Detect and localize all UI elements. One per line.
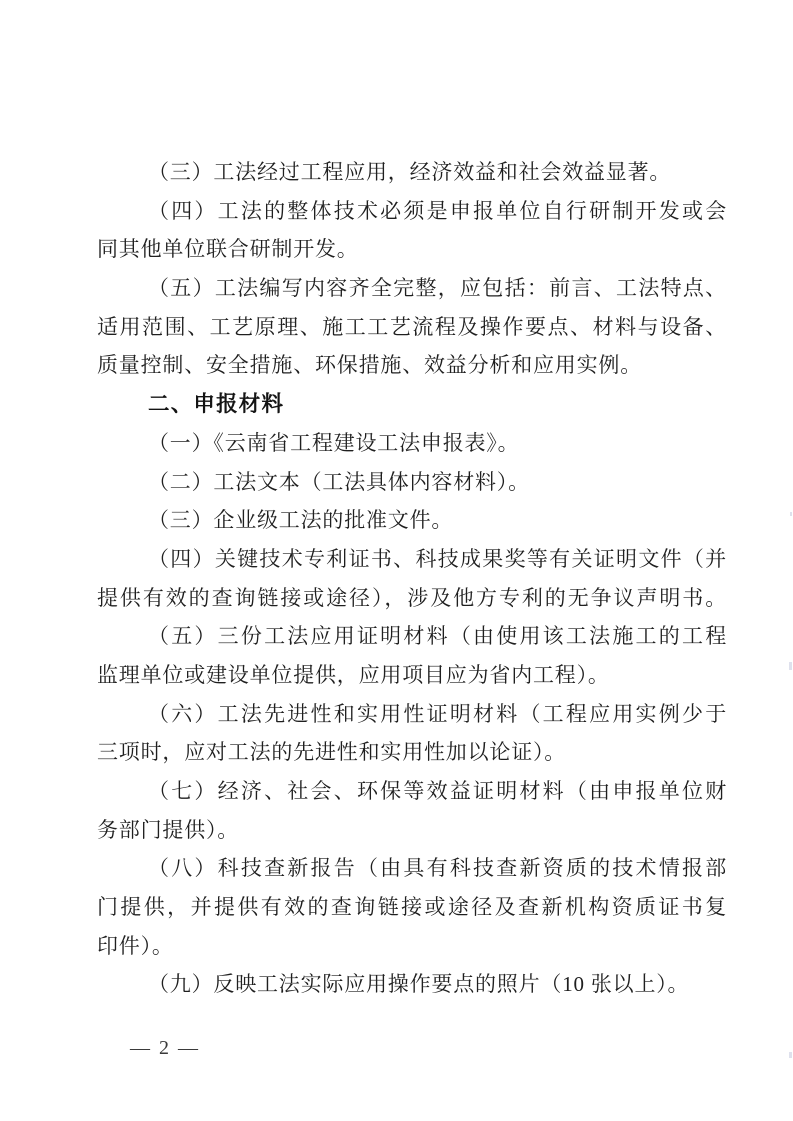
text-line: 印件）。 <box>97 933 174 958</box>
text-line: （三）企业级工法的批准文件。 <box>148 508 454 533</box>
text-line: 同其他单位联合研制开发。 <box>97 237 359 262</box>
text-line: （八）科技查新报告（由具有科技查新资质的技术情报部 <box>148 856 727 881</box>
text-line: （六）工法先进性和实用性证明材料（工程应用实例少于 <box>148 701 727 726</box>
text-line: （五）工法编写内容齐全完整，应包括：前言、工法特点、 <box>148 276 727 301</box>
scan-artifact <box>790 512 792 516</box>
scan-artifact <box>789 1052 792 1058</box>
text-line: 质量控制、安全措施、环保措施、效益分析和应用实例。 <box>97 353 642 378</box>
text-line: 三项时，应对工法的先进性和实用性加以论证）。 <box>97 740 567 765</box>
section-heading: 二、申报材料 <box>148 392 285 417</box>
text-line: 监理单位或建设单位提供，应用项目应为省内工程）。 <box>97 662 610 687</box>
page-number: — 2 — <box>130 1037 200 1059</box>
text-line: （三）工法经过工程应用，经济效益和社会效益显著。 <box>148 160 672 184</box>
text-line: （四）关键技术专利证书、科技成果奖等有关证明文件（并 <box>148 546 727 571</box>
text-line: （五）三份工法应用证明材料（由使用该工法施工的工程 <box>148 624 727 649</box>
text-line: （一）《云南省工程建设工法申报表》。 <box>148 430 520 455</box>
text-line: （九）反映工法实际应用操作要点的照片（10 张以上）。 <box>148 972 690 997</box>
text-line: （四）工法的整体技术必须是申报单位自行研制开发或会 <box>148 198 727 223</box>
text-line: 门提供，并提供有效的查询链接或途径及查新机构资质证书复 <box>97 895 727 920</box>
text-line: （二）工法文本（工法具体内容材料）。 <box>148 469 530 494</box>
text-line: 适用范围、工艺原理、施工工艺流程及操作要点、材料与设备、 <box>97 314 727 339</box>
text-line: （七）经济、社会、环保等效益证明材料（由申报单位财 <box>148 779 727 803</box>
scan-artifact <box>789 662 792 670</box>
document-body-text <box>97 153 727 1004</box>
text-line: 务部门提供）。 <box>97 817 240 842</box>
text-line: 提供有效的查询链接或途径），涉及他方专利的无争议声明书。 <box>97 585 727 610</box>
